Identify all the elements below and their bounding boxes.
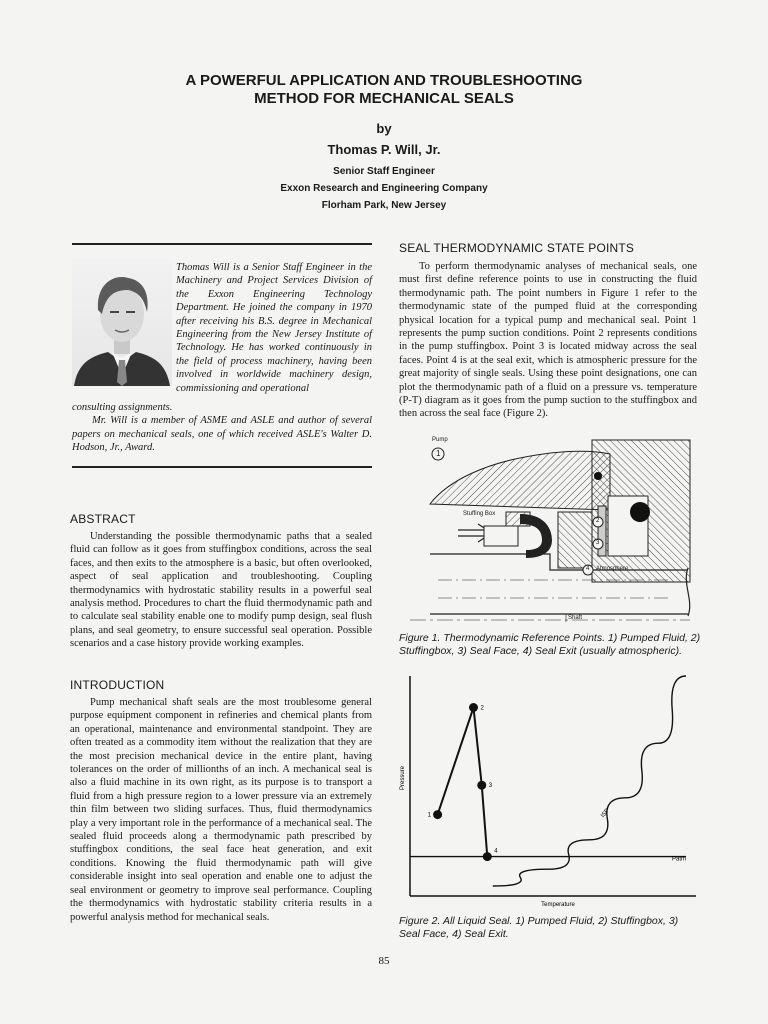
abstract-heading: ABSTRACT: [70, 512, 136, 526]
title-line-2: METHOD FOR MECHANICAL SEALS: [254, 90, 514, 107]
author-portrait-image: [72, 258, 172, 386]
data-point-1: [433, 810, 442, 819]
bio-top-rule: [72, 243, 372, 245]
introduction-text: Pump mechanical shaft seals are the most troublesome general purpose equipment component in refineries and chemical plants from an operational, maintenance and environmental standpoint. They are often treated as a commodity item without the realization that they are the most precision mechanical device in the entire plant, having tolerances on the order of millionths of an inch. A mechanical seal is also a fluid machine in its own right, as its purpose is to transport a fluid from a high pressure region to a lower pressure via an extremely thin film between two sliding surfaces. Thus, fluid thermodynamics play a very important role in the performance of a mechanical seal. The sealed fluid proceeds along a thermodynamic path prescribed by stuffingbox conditions, the seal face heat generation, and exit conditions. Knowing the fluid thermodynamic path will give considerable insight into seal operation and enable one to adjust the seal environment or geometry to improve seal performance. Coupling the thermodynamics with hydrostatic stability criteria results in a powerful analysis method for mechanical seals.: [70, 697, 372, 923]
label-atmosphere: Atmosphere: [596, 566, 629, 572]
bio-text-block: [72, 401, 372, 455]
bio-bottom-rule: [72, 466, 372, 468]
point-3-label: 3: [596, 540, 600, 546]
point-1-label: 1: [436, 449, 441, 458]
bio-paragraph-1-end: consulting assignments.: [72, 402, 173, 413]
introduction-body: [70, 696, 372, 924]
series-isp: [493, 676, 686, 886]
figure-1: [370, 434, 700, 630]
figure-2-caption: Figure 2. All Liquid Seal. 1) Pumped Fluid, 2) Stuffingbox, 3) Seal Face, 4) Seal Exit.: [399, 915, 679, 940]
point-2-label: 2: [596, 518, 600, 524]
pt-diagram: [396, 668, 702, 914]
y-axis-label: Pressure: [400, 765, 406, 791]
data-point-4: [483, 852, 492, 861]
bio-paragraph-1: Thomas Will is a Senior Staff Engineer in the Machinery and Project Services Division of the Exxon Engineering Technology Department. He joined the company in 1970 after receiving his B.S. degree in Mechanical Engineering from the New Jersey Institute of Technology. He has worked continuously in the field of process machinery, having been involved in worldwide machinery design, commissioning and operational: [176, 262, 372, 394]
data-point-label-3: 3: [488, 783, 493, 790]
data-point-2: [469, 703, 478, 712]
label-pump: Pump: [432, 437, 448, 443]
x-axis-label: Temperature: [541, 902, 575, 908]
author-name: Thomas P. Will, Jr.: [327, 142, 441, 157]
label-stuffing-box: Stuffing Box: [463, 511, 496, 517]
abstract-body: [70, 530, 372, 651]
paper-title: [0, 72, 768, 108]
data-point-3: [477, 781, 486, 790]
point-4-label: 4: [586, 566, 590, 572]
data-point-label-4: 4: [494, 848, 498, 855]
author-location: Florham Park, New Jersey: [321, 200, 447, 211]
abstract-text: Understanding the possible thermodynamic paths that a sealed fluid can follow as it goes from stuffingbox conditions, across the seal faces, and then exits to the atmosphere is a basic, but often overlooked, aspect of seal application and troubleshooting. Coupling thermodynamics with hydrostatic stability results in a powerful seal analysis method. Procedures to chart the fluid thermodynamic path and to calculate seal stability enable one to modify pump design, seal flush plans, and seal geometry, to ensure successful seal operation. Possible scenarios and a case history provide working examples.: [70, 531, 372, 650]
label-shaft: Shaft: [568, 615, 583, 621]
byline-by: by: [376, 121, 392, 136]
affiliation: [0, 163, 768, 214]
data-point-label-1: 1: [427, 812, 431, 819]
figure-2: [396, 668, 702, 914]
author-photo: [72, 258, 172, 386]
page-number: 85: [378, 955, 390, 967]
seal-section-heading: SEAL THERMODYNAMIC STATE POINTS: [399, 241, 635, 255]
annotation-patm: Patm: [672, 856, 687, 863]
seal-section-body: [399, 260, 697, 421]
author-company: Exxon Research and Engineering Company: [280, 183, 488, 194]
data-point-label-2: 2: [480, 705, 484, 712]
seal-cross-section-diagram: [370, 434, 700, 630]
author-position: Senior Staff Engineer: [333, 166, 435, 177]
figure-1-caption: Figure 1. Thermodynamic Reference Points. 1) Pumped Fluid, 2) Stuffingbox, 3) Seal Face, 4) Seal Exit (usually atmospheric).: [399, 632, 701, 657]
seal-section-text: To perform thermodynamic analyses of mechanical seals, one must first define reference points to use in constructing the fluid thermodynamic path. The point numbers in Figure 1 refer to the thermodynamic state of the pumped fluid at the corresponding physical location for a typical pump and mechanical seal. Point 1 represents the pump suction conditions. Point 2 represents conditions in the pump stuffingbox. Point 3 is located midway across the seal faces. Point 4 is at the seal exit, which is atmospheric pressure for the great majority of single seals. Using these point designations, one can plot the thermodynamic path of a fluid on a pressure vs. temperature (P-T) diagram as it goes from the pump suction to the stuffingbox and then across the seal face (Figure 2).: [399, 261, 697, 420]
title-line-1: A POWERFUL APPLICATION AND TROUBLESHOOTING: [185, 72, 583, 89]
introduction-heading: INTRODUCTION: [70, 678, 165, 692]
bio-paragraph-2: Mr. Will is a member of ASME and ASLE and author of several papers on mechanical seals, one of which received ASLE's Walter D. Hodson, Jr., Award.: [72, 415, 372, 454]
annotation-isp: ISP: [600, 807, 612, 820]
